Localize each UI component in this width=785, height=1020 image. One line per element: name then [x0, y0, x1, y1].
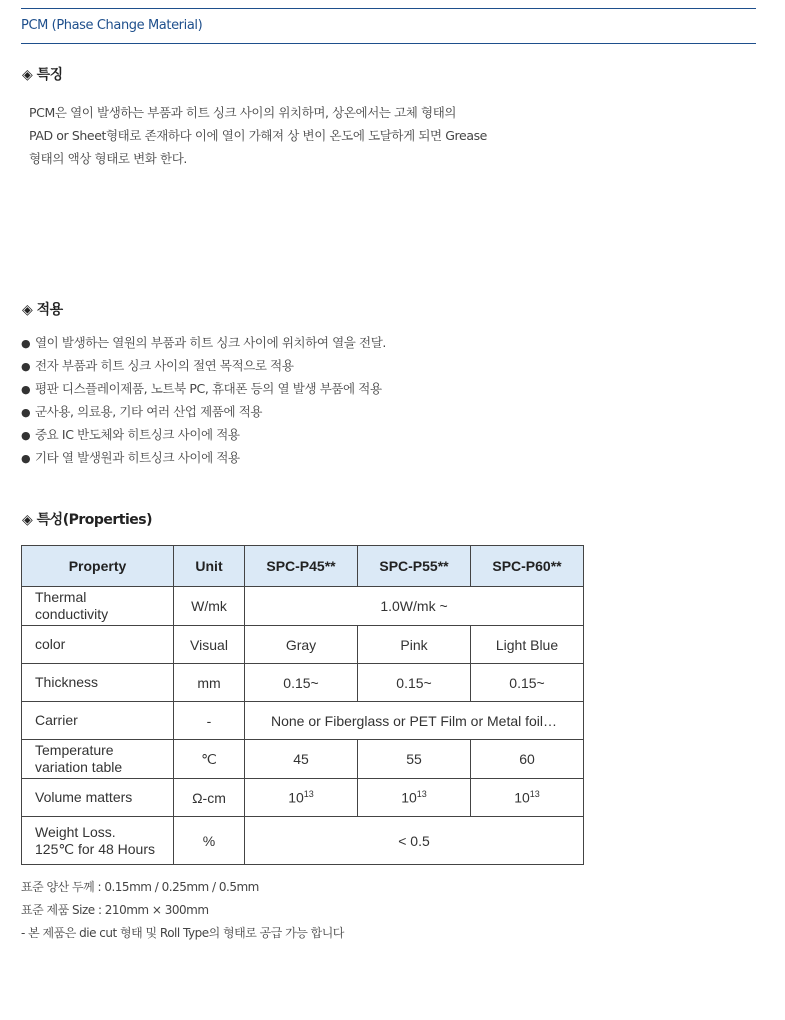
value-exponent: 13	[303, 789, 314, 800]
header-spc-p45: SPC-P45**	[245, 546, 358, 587]
notes	[21, 876, 344, 945]
row-value	[358, 779, 471, 817]
applications-heading: ◈ 적용	[22, 302, 63, 318]
row-label-line: Weight Loss.	[35, 823, 116, 840]
row-unit: Ω-cm	[174, 779, 245, 817]
properties-heading: ◈ 특성(Properties)	[22, 512, 153, 528]
list-item-text: 중요 IC 반도체와 히트싱크 사이에 적용	[35, 427, 240, 442]
features-heading: ◈ 특징	[22, 67, 63, 83]
list-item-text: 군사용, 의료용, 기타 여러 산업 제품에 적용	[35, 404, 263, 419]
header-unit: Unit	[174, 546, 245, 587]
applications-list	[21, 331, 621, 469]
list-item-text: 기타 열 발생원과 히트싱크 사이에 적용	[35, 450, 240, 465]
features-line-1: PCM은 열이 발생하는 부품과 히트 싱크 사이의 위치하며, 상온에서는 고체 형태의	[29, 105, 457, 120]
row-label: color	[22, 626, 174, 664]
row-value: Gray	[245, 626, 358, 664]
features-description	[29, 101, 549, 170]
features-line-3: 형태의 액상 형태로 변화 한다.	[29, 151, 187, 166]
list-item-text: 열이 발생하는 열원의 부품과 히트 싱크 사이에 위치하여 열을 전달.	[35, 335, 386, 350]
bullet-icon: ●	[21, 337, 31, 350]
header-spc-p60: SPC-P60**	[471, 546, 584, 587]
row-unit: Visual	[174, 626, 245, 664]
row-value: None or Fiberglass or PET Film or Metal foil…	[245, 702, 584, 740]
note-line: - 본 제품은 die cut 형태 및 Roll Type의 형태로 공급 가능 합니다	[21, 926, 344, 940]
row-unit: W/mk	[174, 587, 245, 626]
row-label-line: 125℃ for 48 Hours	[35, 840, 156, 857]
row-value: < 0.5	[245, 817, 584, 865]
table-row	[22, 779, 584, 817]
table-row	[22, 817, 584, 865]
row-label: Carrier	[22, 702, 174, 740]
list-item	[21, 354, 621, 377]
row-label	[22, 740, 174, 779]
row-label-line: conductivity	[35, 606, 109, 622]
properties-table	[21, 545, 584, 865]
list-item-text: 평판 디스플레이제품, 노트북 PC, 휴대폰 등의 열 발생 부품에 적용	[35, 381, 382, 396]
row-value: 0.15~	[471, 664, 584, 702]
list-item	[21, 377, 621, 400]
list-item	[21, 423, 621, 446]
row-label-line: variation table	[35, 759, 123, 775]
row-value: 60	[471, 740, 584, 779]
row-unit: mm	[174, 664, 245, 702]
row-value: 45	[245, 740, 358, 779]
row-value	[471, 779, 584, 817]
table-row	[22, 664, 584, 702]
row-unit: %	[174, 817, 245, 865]
row-unit: ℃	[174, 740, 245, 779]
value-exponent: 13	[416, 789, 427, 800]
features-line-2: PAD or Sheet형태로 존재하다 이에 열이 가해져 상 변이 온도에 도달하게 되면 Grease	[29, 128, 487, 143]
title-bar	[21, 8, 756, 44]
row-label	[22, 817, 174, 865]
note-line: 표준 양산 두께 : 0.15mm / 0.25mm / 0.5mm	[21, 880, 259, 894]
list-item	[21, 400, 621, 423]
bullet-icon: ●	[21, 360, 31, 373]
table-row	[22, 626, 584, 664]
value-base: 10	[514, 789, 530, 806]
row-value: 1.0W/mk ~	[245, 587, 584, 626]
row-label	[22, 587, 174, 626]
bullet-icon: ●	[21, 383, 31, 396]
note-line: 표준 제품 Size : 210mm × 300mm	[21, 903, 209, 917]
row-value: 55	[358, 740, 471, 779]
list-item	[21, 446, 621, 469]
row-label-line: Thermal	[35, 589, 87, 605]
header-property: Property	[22, 546, 174, 587]
bullet-icon: ●	[21, 429, 31, 442]
row-label-line: Temperature	[35, 742, 114, 758]
row-label: Thickness	[22, 664, 174, 702]
row-label: Volume matters	[22, 779, 174, 817]
value-base: 10	[401, 789, 417, 806]
list-item	[21, 331, 621, 354]
row-value: 0.15~	[358, 664, 471, 702]
bullet-icon: ●	[21, 452, 31, 465]
page-title: PCM (Phase Change Material)	[21, 18, 203, 33]
bullet-icon: ●	[21, 406, 31, 419]
table-row	[22, 702, 584, 740]
table-header-row	[22, 546, 584, 587]
value-exponent: 13	[529, 789, 540, 800]
row-unit: -	[174, 702, 245, 740]
table-row	[22, 587, 584, 626]
row-value	[245, 779, 358, 817]
header-spc-p55: SPC-P55**	[358, 546, 471, 587]
list-item-text: 전자 부품과 히트 싱크 사이의 절연 목적으로 적용	[35, 358, 294, 373]
value-base: 10	[288, 789, 304, 806]
row-value: Pink	[358, 626, 471, 664]
row-value: 0.15~	[245, 664, 358, 702]
row-value: Light Blue	[471, 626, 584, 664]
table-row	[22, 740, 584, 779]
